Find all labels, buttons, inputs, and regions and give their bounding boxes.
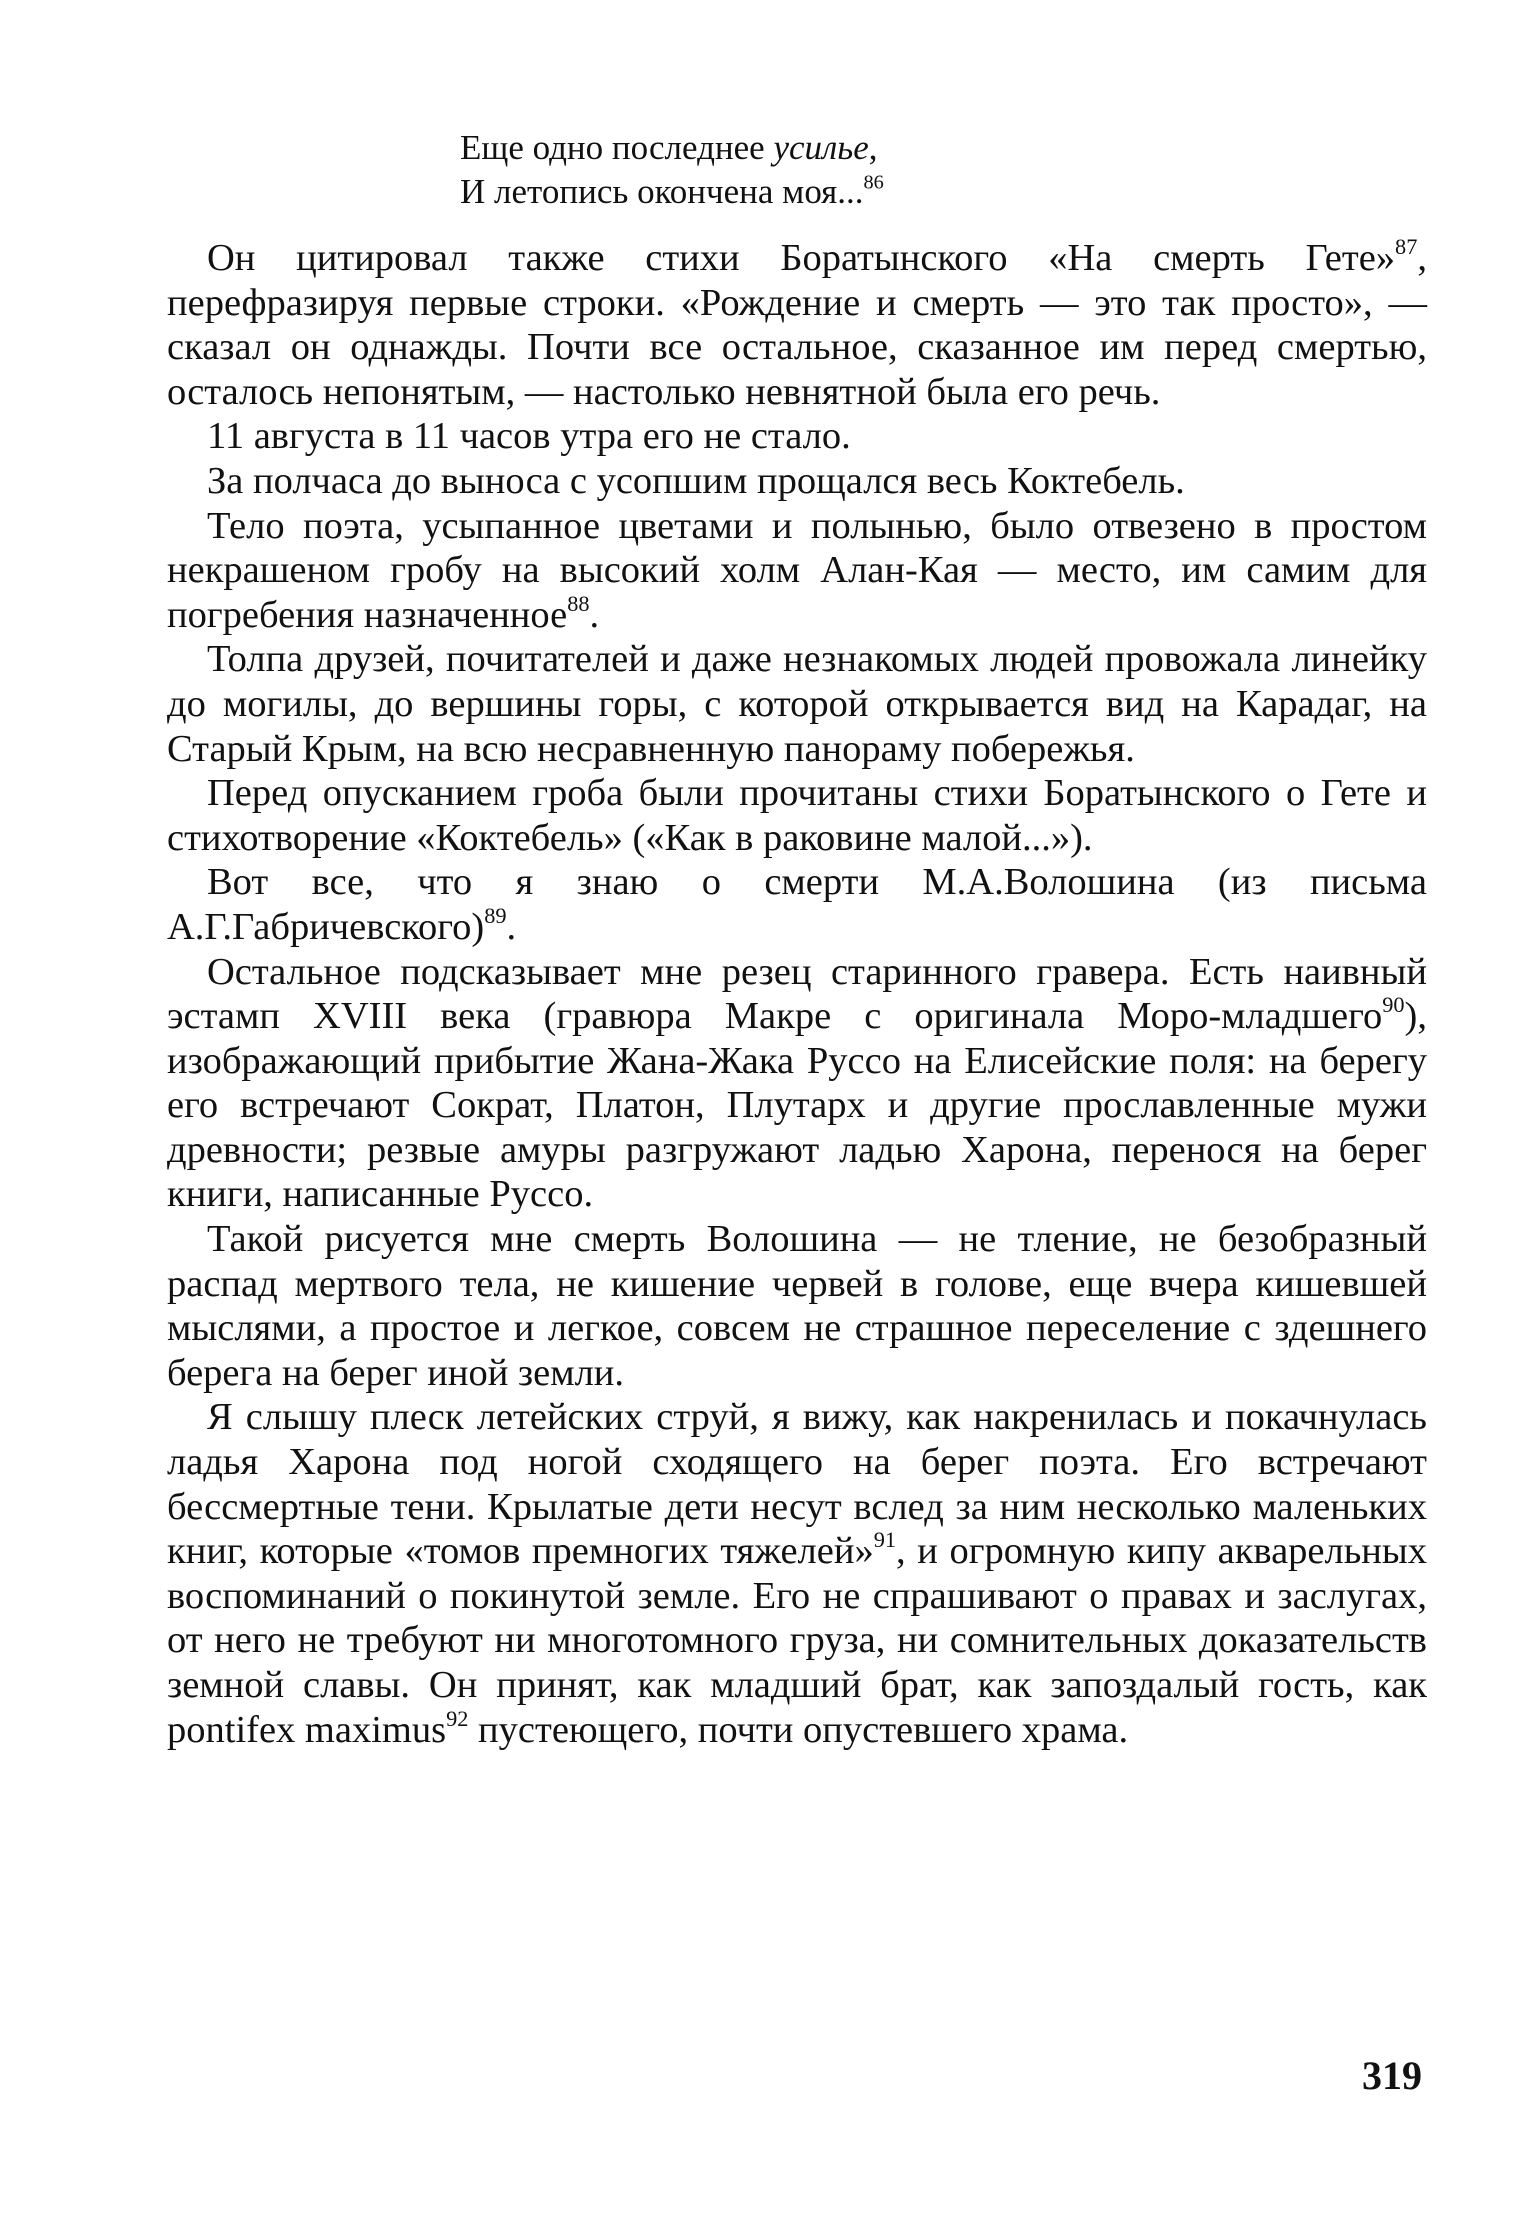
- paragraph-text: Вот все, что я знаю о смерти М.А.Волошина (из письма А.Г.Габричевского): [167, 861, 1427, 948]
- footnote-marker: 87: [1395, 233, 1418, 259]
- paragraph-text: .: [589, 593, 600, 636]
- body-text: [167, 233, 1427, 1752]
- paragraph-text: пустеющего, почти опустевшего храма.: [468, 1708, 1129, 1751]
- epigraph-text: И летопись окончена моя...: [460, 172, 864, 211]
- paragraph: [167, 1217, 1427, 1395]
- epigraph-line-2: [460, 170, 884, 214]
- paragraph: [167, 860, 1427, 949]
- paragraph: [167, 637, 1427, 771]
- page-number: 319: [1362, 2053, 1422, 2098]
- paragraph-text: , перефразируя первые строки. «Рождение и смерть — это так просто», — сказал он однажды. Почти все остальное, сказанное им перед смертью, осталось непонятым, — настолько невнятной была его речь.: [167, 237, 1427, 413]
- epigraph-text: Еще одно последнее: [460, 128, 774, 167]
- paragraph-text: ), изображающий прибытие Жана-Жака Руссо на Елисейские поля: на берегу его встречают Сократ, Платон, Плутарх и другие прославленные мужи древности; резвые амуры разгружают ладью Харона, перенося на берег книги, написанные Руссо.: [167, 995, 1427, 1216]
- footnote-marker: 91: [873, 1527, 897, 1553]
- poem-epigraph: [460, 126, 884, 214]
- paragraph-text: За полчаса до выноса с усопшим прощался весь Коктебель.: [207, 459, 1185, 502]
- paragraph-text: , и огромную кипу акварельных воспоминаний о покинутой земле. Его не спрашивают о правах и заслугах, от него не требуют ни многотомного груза, ни сомнительных доказательств земной славы. Он принят, как младший брат, как запоздалый гость, как pontifex maximus: [167, 1530, 1427, 1751]
- paragraph-text: Толпа друзей, почитателей и даже незнакомых людей провожала линейку до могилы, до вершины горы, с которой открывается вид на Карадаг, на Старый Крым, на всю несравненную панораму побережья.: [167, 638, 1427, 770]
- paragraph: [167, 771, 1427, 860]
- paragraph: [167, 414, 1427, 459]
- footnote-marker: 90: [1382, 992, 1405, 1018]
- paragraph: [167, 950, 1427, 1218]
- paragraph-text: Остальное подсказывает мне резец старинного гравера. Есть наивный эстамп XVIII века (гравюра Макре с оригинала Моро-младшего: [167, 950, 1427, 1038]
- paragraph-text: Перед опусканием гроба были прочитаны стихи Боратынского о Гете и стихотворение «Коктебель» («Как в раковине малой...»).: [167, 772, 1427, 859]
- paragraph-text: .: [506, 905, 517, 948]
- footnote-marker: 92: [446, 1705, 469, 1731]
- paragraph-text: Я слышу плеск летейских струй, я вижу, как накренилась и покачнулась ладья Харона под ногой сходящего на берег поэта. Его встречают бессмертные тени. Крылатые дети несут вслед за ним несколько маленьких книг, которые «томов премногих тяжелей»: [167, 1396, 1427, 1573]
- paragraph: [167, 233, 1427, 414]
- paragraph-text: Такой рисуется мне смерть Волошина — не тление, не безобразный распад мертвого тела, не кишение червей в голове, еще вчера кишевшей мыслями, а простое и легкое, совсем не страшное переселение с здешнего берега на берег иной земли.: [167, 1218, 1427, 1394]
- paragraph: [167, 504, 1427, 638]
- footnote-marker: 86: [863, 171, 884, 194]
- paragraph: [167, 1395, 1427, 1752]
- epigraph-punctuation: ,: [868, 128, 878, 167]
- epigraph-line-1: [460, 126, 884, 170]
- footnote-marker: 88: [567, 590, 590, 616]
- footnote-marker: 89: [484, 902, 507, 928]
- paragraph: [167, 459, 1427, 504]
- paragraph-text: Он цитировал также стихи Боратынского «На смерть Гете»: [207, 237, 1396, 279]
- paragraph-text: Тело поэта, усыпанное цветами и полынью, было отвезено в простом некрашеном гробу на высокий холм Алан-Кая — место, им самим для погребения назначенное: [167, 504, 1427, 636]
- epigraph-italic-word: усилье: [773, 128, 869, 167]
- paragraph-text: 11 августа в 11 часов утра его не стало.: [207, 415, 851, 458]
